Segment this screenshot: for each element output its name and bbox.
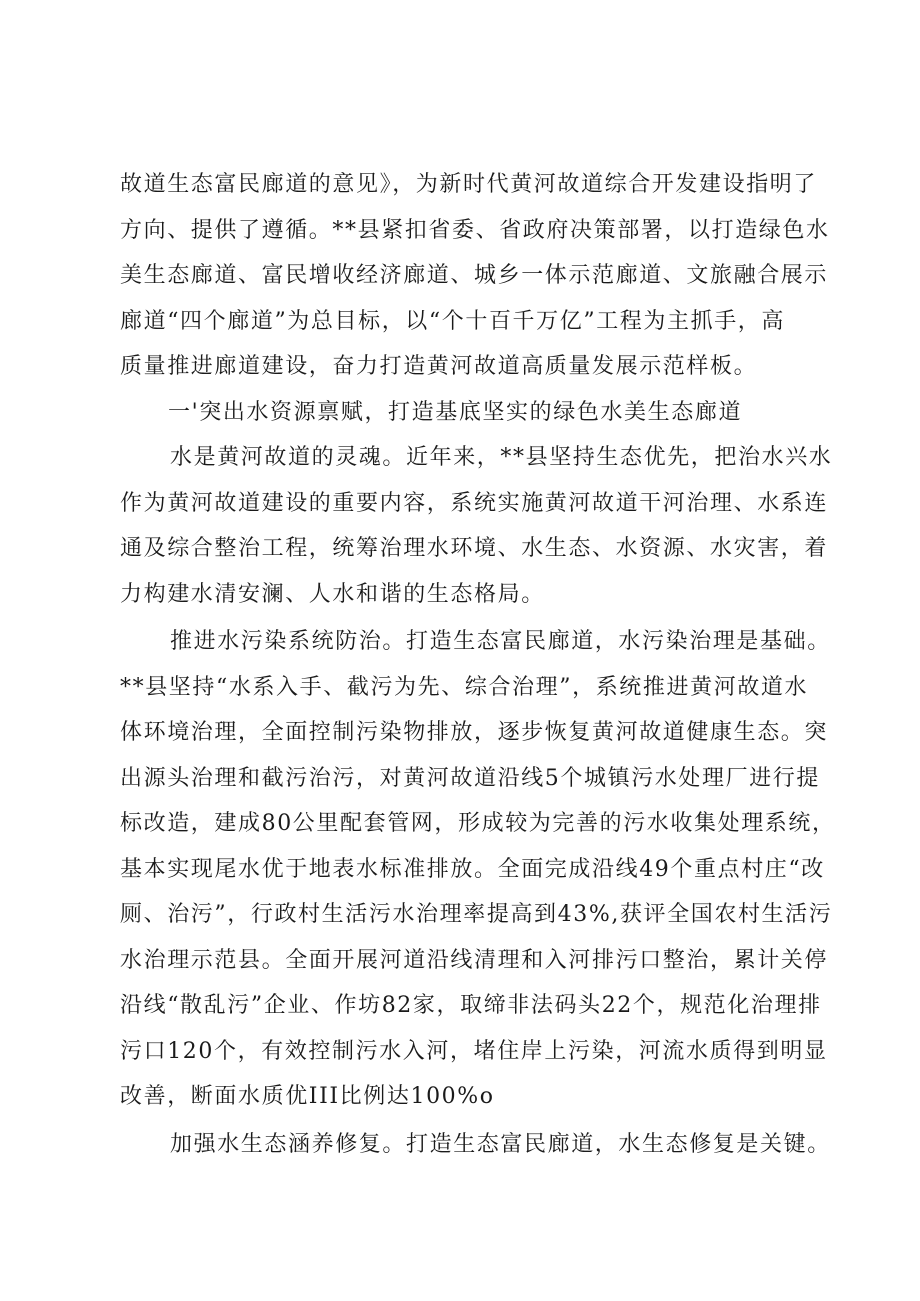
text-line: 故道生态富民廊道的意见》，为新时代黄河故道综合开发建设指明了 <box>120 172 818 197</box>
text-line: 水治理示范县。全面开展河道沿线清理和入河排污口整治，累计关停 <box>120 947 829 973</box>
section-heading-text: 一'突出水资源禀赋，打造基底坚实的绿色水美生态廊道 <box>168 399 743 425</box>
text-line: 体环境治理，全面控制污染物排放，逐步恢复黄河故道健康生态。突 <box>120 720 829 745</box>
text-line: 廊道“四个廊道”为总目标，以“个十百千万亿”工程为主抓手，高 <box>120 308 785 334</box>
paragraph-water-soul <box>120 435 833 617</box>
text-line: 标改造，建成80公里配套管网，形成较为完善的污水收集处理系统， <box>120 811 836 836</box>
text-line: 改善，断面水质优III比例达100%o <box>120 1084 495 1109</box>
text-line: 方向、提供了遵循。**县紧扣省委、省政府决策部署，以打造绿色水 <box>120 217 830 243</box>
paragraph-intro <box>120 162 830 390</box>
document-body <box>120 162 836 1167</box>
text-line: 力构建水清安澜、人水和谐的生态格局。 <box>120 581 545 607</box>
text-line: 美生态廊道、富民增收经济廊道、城乡一体示范廊道、文旅融合展示 <box>120 263 829 288</box>
section-heading <box>120 390 820 436</box>
text-line: 沿线“散乱污”企业、作坊82家，取缔非法码头22个，规范化治理排 <box>120 993 822 1018</box>
text-line: 基本实现尾水优于地表水标准排放。全面完成沿线49个重点村庄“改 <box>120 856 825 882</box>
paragraph-eco-restoration <box>120 1122 831 1168</box>
text-line: 推进水污染系统防治。打造生态富民廊道，水污染治理是基础。 <box>170 629 831 654</box>
text-line: 污口120个，有效控制污水入河，堵住岸上污染，河流水质得到明显 <box>120 1038 828 1064</box>
text-line: **县坚持“水系入手、截污为先、综合治理”，系统推进黄河故道水 <box>120 674 809 700</box>
text-line: 加强水生态涵养修复。打造生态富民廊道，水生态修复是关键。 <box>170 1131 831 1157</box>
text-line: 质量推进廊道建设，奋力打造黄河故道高质量发展示范样板。 <box>120 354 758 379</box>
text-line: 水是黄河故道的灵魂。近年来，**县坚持生态优先，把治水兴水 <box>170 445 833 470</box>
text-line: 作为黄河故道建设的重要内容，系统实施黄河故道干河治理、水系连 <box>120 490 829 516</box>
text-line: 通及综合整治工程，统筹治理水环境、水生态、水资源、水灾害，着 <box>120 536 829 561</box>
text-line: 出源头治理和截污治污，对黄河故道沿线5个城镇污水处理厂进行提 <box>120 765 820 791</box>
text-line: 厕、治污”，行政村生活污水治理率提高到43%,获评全国农村生活污 <box>120 902 833 927</box>
paragraph-pollution-control <box>120 619 836 1120</box>
